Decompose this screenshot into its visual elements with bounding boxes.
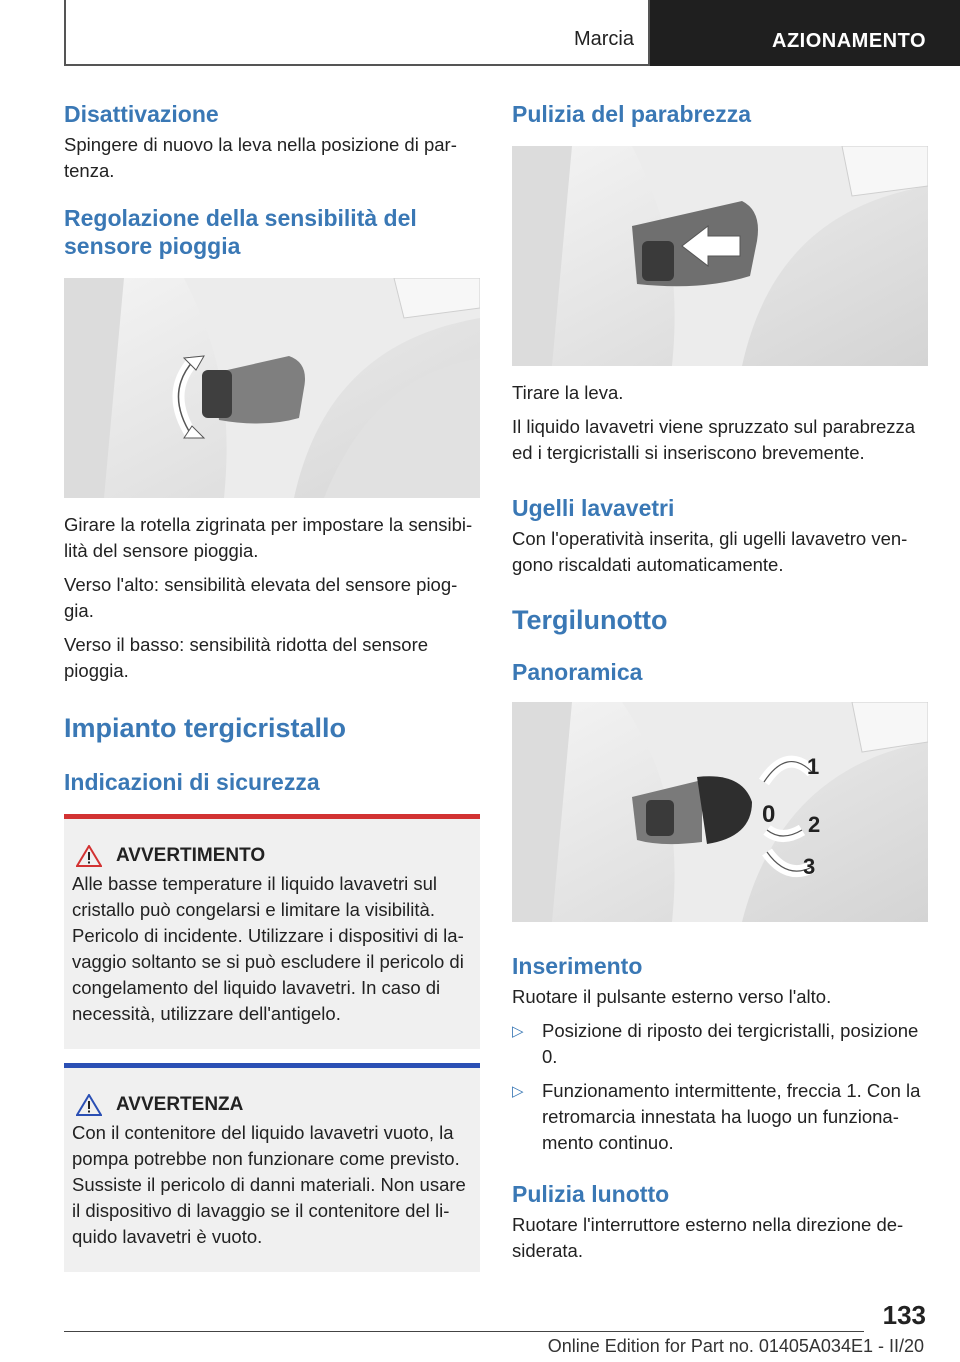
edition-note: Online Edition for Part no. 01405A034E1 - II/20 <box>547 1336 924 1356</box>
section-tab: AZIONAMENTO <box>650 0 960 66</box>
heading-tergilunotto: Tergilunotto <box>512 605 668 635</box>
page-header <box>0 0 960 66</box>
header-frame <box>64 0 650 66</box>
notice-title-text: AVVERTENZA <box>116 1094 244 1115</box>
text-disattivazione: Spingere di nuovo la leva nella posizione di par-tenza. <box>64 134 457 181</box>
text-liquido: Il liquido lavavetri viene spruzzato sul parabrezza ed i tergicristalli si inseriscono brevemente. <box>512 416 916 463</box>
figure-rain-sensor <box>64 278 480 498</box>
warning-box-avvertimento <box>64 814 480 1049</box>
bullet-text: Posizione di riposto dei tergicristalli, posizione 0. <box>542 1020 919 1067</box>
warning-box-avvertenza <box>64 1063 480 1272</box>
rear-wiper-illustration <box>512 702 928 922</box>
text-girare: Girare la rotella zigrinata per impostare la sensibi-lità del sensore pioggia. <box>64 514 473 561</box>
notice-title <box>76 1094 472 1116</box>
warning-title-text: AVVERTIMENTO <box>116 845 266 866</box>
bullet-triangle-icon: ▷ <box>512 1023 524 1040</box>
figure-windshield-wash <box>512 146 928 366</box>
page-number: 133 <box>882 1300 926 1330</box>
heading-disattivazione: Disattivazione <box>64 101 219 127</box>
warning-title <box>76 845 472 867</box>
list-item <box>512 1078 928 1156</box>
figure-rear-wiper <box>512 702 928 922</box>
left-column <box>64 100 480 1272</box>
bullet-text: Funzionamento intermittente, freccia 1. Con la retromarcia innestata ha luogo un funziona-mento continuo. <box>542 1080 921 1153</box>
text-alto: Verso l'alto: sensibilità elevata del sensore piog-gia. <box>64 574 458 621</box>
heading-regolazione: Regolazione della sensibilità del sensore pioggia <box>64 205 417 259</box>
windshield-wash-illustration <box>512 146 928 366</box>
warning-triangle-icon <box>76 1094 102 1116</box>
heading-impianto: Impianto tergicristallo <box>64 713 347 743</box>
text-ugelli: Con l'operatività inserita, gli ugelli lavavetro ven-gono riscaldati automaticamente. <box>512 528 908 575</box>
text-tirare: Tirare la leva. <box>512 382 624 403</box>
footer-rule <box>64 1331 864 1332</box>
notice-text: Con il contenitore del liquido lavavetri vuoto, la pompa potrebbe non funzionare come previsto. Sussiste il pericolo di danni materiali. Non usare il dispositivo di lavaggio se il contenitore del li-quido lavavetri è vuoto. <box>72 1122 466 1247</box>
rain-sensor-illustration <box>64 278 480 498</box>
warning-text: Alle basse temperature il liquido lavavetri sul cristallo può congelarsi e limitare la visibilità. Pericolo di incidente. Utilizzare i dispositivi di la-vaggio soltanto se si può escludere il pericolo di congelamento del liquido lavavetri. In caso di necessità, utilizzare dell'antigelo. <box>72 873 464 1024</box>
fig-label-2: 2 <box>808 812 821 837</box>
chapter-title: Marcia <box>573 28 634 50</box>
right-column <box>512 100 928 1264</box>
heading-ugelli: Ugelli lavavetri <box>512 495 675 521</box>
heading-sicurezza: Indicazioni di sicurezza <box>64 769 320 795</box>
bullet-triangle-icon: ▷ <box>512 1083 524 1100</box>
fig-label-1: 1 <box>807 754 820 779</box>
heading-pulizia-parabrezza: Pulizia del parabrezza <box>512 101 752 127</box>
fig-label-0: 0 <box>762 801 776 828</box>
text-basso: Verso il basso: sensibilità ridotta del sensore pioggia. <box>64 634 429 681</box>
text-inserimento: Ruotare il pulsante esterno verso l'alto. <box>512 986 832 1007</box>
heading-inserimento: Inserimento <box>512 953 643 979</box>
list-item <box>512 1018 928 1070</box>
text-pulizia-lunotto: Ruotare l'interruttore esterno nella direzione de-siderata. <box>512 1214 904 1261</box>
heading-pulizia-lunotto: Pulizia lunotto <box>512 1181 670 1207</box>
warning-triangle-icon <box>76 845 102 867</box>
heading-panoramica: Panoramica <box>512 659 643 685</box>
fig-label-3: 3 <box>803 854 816 879</box>
